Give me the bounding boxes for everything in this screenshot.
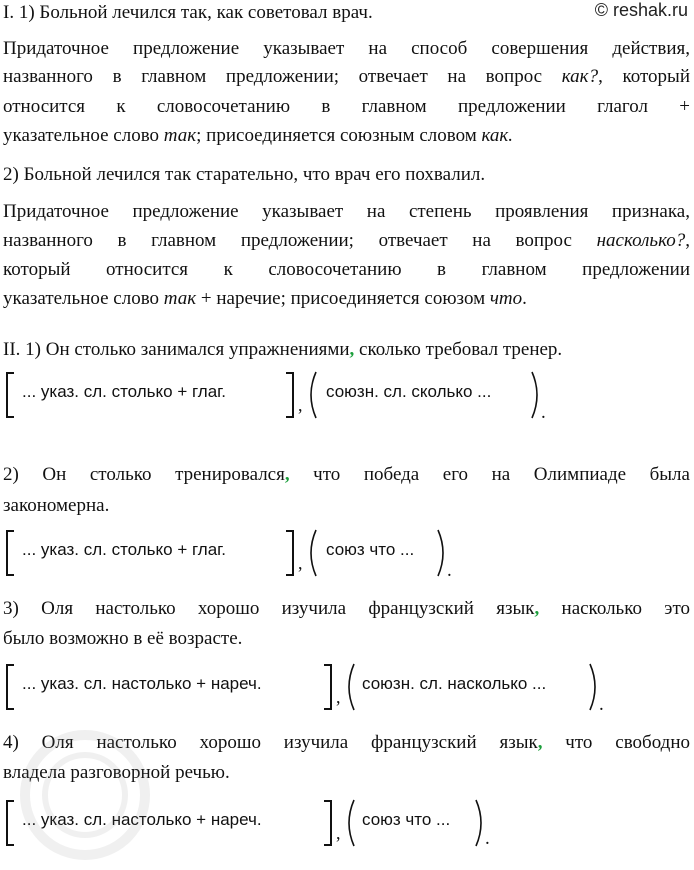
item2-para-line1: Придаточное предложение указывает на степень проявления признака, — [3, 201, 690, 222]
item2-para-line2: названного в главном предложении; отвечает на вопрос насколько?, — [3, 230, 690, 251]
paren-left-icon — [304, 528, 318, 578]
scheme-4-sub: союз что ... — [362, 810, 451, 829]
scheme-4-main: ... указ. сл. настолько + нареч. — [22, 810, 262, 829]
scheme-comma: , — [336, 823, 341, 843]
scheme-comma: , — [298, 395, 303, 415]
item1-para-line4: указательное слово так; присоединяется союзным словом как. — [3, 125, 514, 146]
s4-line1: 4) Оля настолько хорошо изучила французский язык, что свободно — [3, 732, 690, 753]
item1-para-line3: относится к словосочетанию в главном предложении глагол + — [3, 96, 690, 117]
main-clause-bracket-right — [324, 664, 332, 710]
item1-para-line1: Придаточное предложение указывает на способ совершения действия, — [3, 38, 690, 59]
scheme-dot: . — [599, 694, 604, 715]
paren-left-icon — [304, 370, 318, 420]
main-clause-bracket-left — [6, 372, 14, 418]
main-clause-bracket-left — [6, 664, 14, 710]
main-clause-bracket-right — [286, 530, 294, 576]
copyright-label: © reshak.ru — [594, 0, 688, 20]
scheme-dot: . — [541, 402, 546, 423]
scheme-comma: , — [298, 553, 303, 573]
s1-sentence: II. 1) Он столько занимался упражнениями, сколько требовал тренер. — [3, 339, 563, 360]
paren-left-icon — [342, 798, 356, 848]
scheme-2-sub: союз что ... — [326, 540, 415, 559]
main-clause-bracket-right — [286, 372, 294, 418]
s4-line2: владела разговорной речью. — [3, 762, 230, 783]
scheme-3-sub: союзн. сл. насколько ... — [362, 674, 547, 693]
scheme-1-sub: союзн. сл. сколько ... — [326, 382, 492, 401]
scheme-dot: . — [447, 560, 452, 581]
item1-title: I. 1) Больной лечился так, как советовал врач. — [3, 2, 373, 23]
s3-line2: было возможно в её возрасте. — [3, 628, 243, 649]
scheme-1-main: ... указ. сл. столько + глаг. — [22, 382, 227, 401]
s3-line1: 3) Оля настолько хорошо изучила французский язык, насколько это — [3, 598, 690, 619]
s2-line1: 2) Он столько тренировался, что победа его на Олимпиаде была — [3, 464, 690, 485]
paren-left-icon — [342, 662, 356, 712]
scheme-2-main: ... указ. сл. столько + глаг. — [22, 540, 227, 559]
scheme-3-main: ... указ. сл. настолько + нареч. — [22, 674, 262, 693]
main-clause-bracket-left — [6, 530, 14, 576]
scheme-comma: , — [336, 687, 341, 707]
main-clause-bracket-right — [324, 800, 332, 846]
item2-title: 2) Больной лечился так старательно, что врач его похвалил. — [3, 164, 486, 185]
item1-para-line2: названного в главном предложении; отвечает на вопрос как?, который — [3, 66, 690, 87]
item2-para-line3: который относится к словосочетанию в главном предложении — [3, 259, 690, 280]
s2-line2: закономерна. — [3, 495, 110, 516]
item2-para-line4: указательное слово так + наречие; присоединяется союзом что. — [3, 288, 527, 309]
reshak-watermark-icon — [10, 720, 160, 870]
scheme-dot: . — [485, 828, 490, 849]
